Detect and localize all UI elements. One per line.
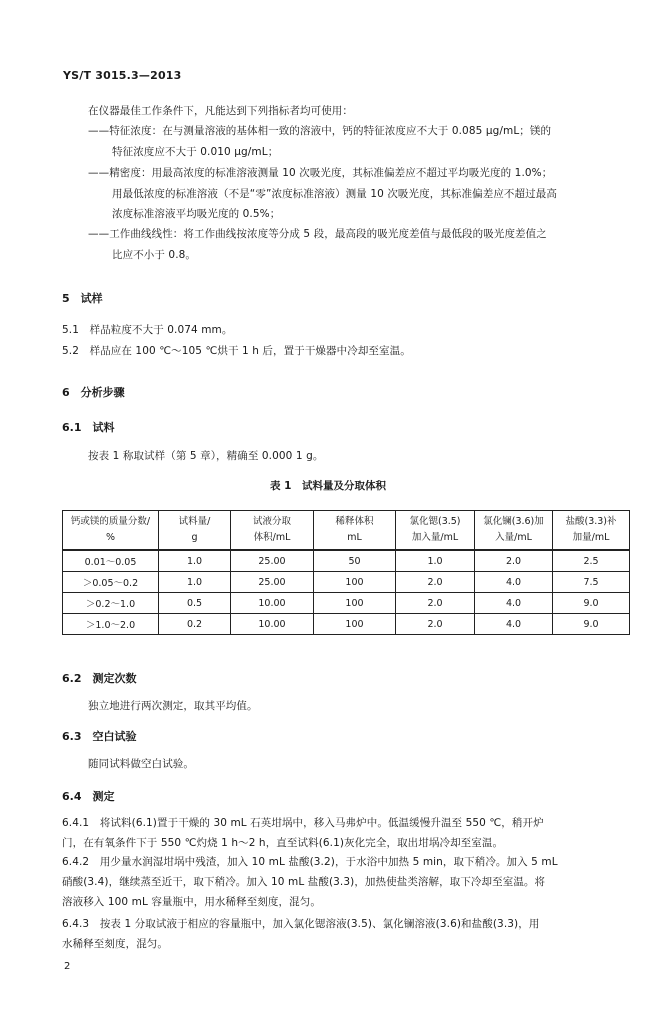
table-cell: 100 xyxy=(314,572,396,593)
table-cell: 2.0 xyxy=(475,550,553,572)
clause-6-2-text: 独立地进行两次测定，取其平均值。 xyxy=(88,700,258,712)
table-cell: 7.5 xyxy=(553,572,630,593)
table-cell: 25.00 xyxy=(231,572,314,593)
table-cell: 10.00 xyxy=(231,614,314,635)
col-header-lanthanum-chloride: 氯化镧(3.6)加 入量/mL xyxy=(475,511,553,551)
table-cell: ＞1.0～2.0 xyxy=(63,614,159,635)
table-cell: 4.0 xyxy=(475,572,553,593)
clause-6-4-3-line: 水稀释至刻度，混匀。 xyxy=(62,938,168,950)
table-cell: 4.0 xyxy=(475,614,553,635)
clause-6-3-text: 随同试料做空白试验。 xyxy=(88,758,194,770)
clause-6-4-1-line: 门，在有氧条件下于 550 ℃灼烧 1 h～2 h，直至试料(6.1)灰化完全，取出坩埚冷却至室温。 xyxy=(62,837,504,849)
clause-5-2: 5.2 样品应在 100 ℃～105 ℃烘干 1 h 后，置于干燥器中冷却至室温。 xyxy=(62,345,411,357)
clause-6-4-title: 6.4 测定 xyxy=(62,790,115,803)
standard-header: YS/T 3015.3—2013 xyxy=(63,69,182,82)
table-cell: 2.0 xyxy=(396,572,475,593)
clause-6-2-title: 6.2 测定次数 xyxy=(62,672,137,685)
bullet-line: 浓度标准溶液平均吸光度的 0.5%； xyxy=(112,208,281,220)
table-cell: 100 xyxy=(314,614,396,635)
table-cell: 1.0 xyxy=(396,550,475,572)
table-cell: 0.5 xyxy=(159,593,231,614)
table-cell: 9.0 xyxy=(553,593,630,614)
table-cell: ＞0.05～0.2 xyxy=(63,572,159,593)
table-cell: 10.00 xyxy=(231,593,314,614)
table-cell: 1.0 xyxy=(159,572,231,593)
table-header-row xyxy=(63,511,630,551)
col-header-dilution-volume: 稀释体积 mL xyxy=(314,511,396,551)
table-cell: 4.0 xyxy=(475,593,553,614)
sample-table xyxy=(62,510,630,635)
bullet-line: 比应不小于 0.8。 xyxy=(112,249,197,261)
table-cell: 2.0 xyxy=(396,614,475,635)
col-header-mass-fraction: 钙或镁的质量分数/ % xyxy=(63,511,159,551)
table-cell: 1.0 xyxy=(159,550,231,572)
bullet-line: 特征浓度应不大于 0.010 μg/mL； xyxy=(112,146,279,158)
clause-6-3-title: 6.3 空白试验 xyxy=(62,730,137,743)
table-cell: 2.0 xyxy=(396,593,475,614)
clause-6-1-text: 按表 1 称取试样（第 5 章），精确至 0.000 1 g。 xyxy=(88,450,324,462)
col-header-sample-mass: 试料量/ g xyxy=(159,511,231,551)
bullet-line: 用最低浓度的标准溶液（不是“零”浓度标准溶液）测量 10 次吸光度，其标准偏差应不超过最高 xyxy=(112,188,557,200)
table-row xyxy=(63,614,630,635)
section-5-title: 5 试样 xyxy=(62,292,103,305)
table-row xyxy=(63,550,630,572)
col-header-hydrochloric-acid: 盐酸(3.3)补 加量/mL xyxy=(553,511,630,551)
table-caption: 表 1 试料量及分取体积 xyxy=(270,480,386,492)
table-cell: ＞0.2～1.0 xyxy=(63,593,159,614)
col-header-strontium-chloride: 氯化锶(3.5) 加入量/mL xyxy=(396,511,475,551)
page-number: 2 xyxy=(64,961,71,972)
table-row xyxy=(63,572,630,593)
clause-6-1-title: 6.1 试料 xyxy=(62,421,115,434)
intro-text: 在仪器最佳工作条件下，凡能达到下列指标者均可使用： xyxy=(88,105,353,117)
clause-5-1: 5.1 样品粒度不大于 0.074 mm。 xyxy=(62,324,233,336)
clause-6-4-2-line: 硝酸(3.4)，继续蒸至近干，取下稍冷。加入 10 mL 盐酸(3.3)，加热使盐类溶解，取下冷却至室温。将 xyxy=(62,876,546,888)
clause-6-4-2-line: 溶液移入 100 mL 容量瓶中，用水稀释至刻度，混匀。 xyxy=(62,896,321,908)
section-6-title: 6 分析步骤 xyxy=(62,386,125,399)
clause-6-4-3-line: 6.4.3 按表 1 分取试液于相应的容量瓶中，加入氯化锶溶液(3.5)、氯化镧溶液(3.6)和盐酸(3.3)，用 xyxy=(62,918,540,930)
table-row xyxy=(63,593,630,614)
bullet-line: ——精密度：用最高浓度的标准溶液测量 10 次吸光度，其标准偏差应不超过平均吸光度的 1.0%； xyxy=(88,167,553,179)
table-cell: 2.5 xyxy=(553,550,630,572)
table-cell: 50 xyxy=(314,550,396,572)
table-cell: 0.2 xyxy=(159,614,231,635)
table-cell: 9.0 xyxy=(553,614,630,635)
bullet-line: ——工作曲线线性：将工作曲线按浓度等分成 5 段，最高段的吸光度差值与最低段的吸光度差值之 xyxy=(88,228,547,240)
table-cell: 25.00 xyxy=(231,550,314,572)
table-cell: 100 xyxy=(314,593,396,614)
clause-6-4-2-line: 6.4.2 用少量水润湿坩埚中残渣，加入 10 mL 盐酸(3.2)，于水浴中加热 5 min，取下稍冷。加入 5 mL xyxy=(62,856,558,868)
clause-6-4-1-line: 6.4.1 将试料(6.1)置于干燥的 30 mL 石英坩埚中，移入马弗炉中。低温缓慢升温至 550 ℃，稍开炉 xyxy=(62,817,544,829)
col-header-aliquot-volume: 试液分取 体积/mL xyxy=(231,511,314,551)
bullet-line: ——特征浓度：在与测量溶液的基体相一致的溶液中，钙的特征浓度应不大于 0.085 μg/mL；镁的 xyxy=(88,125,552,137)
table-cell: 0.01～0.05 xyxy=(63,550,159,572)
